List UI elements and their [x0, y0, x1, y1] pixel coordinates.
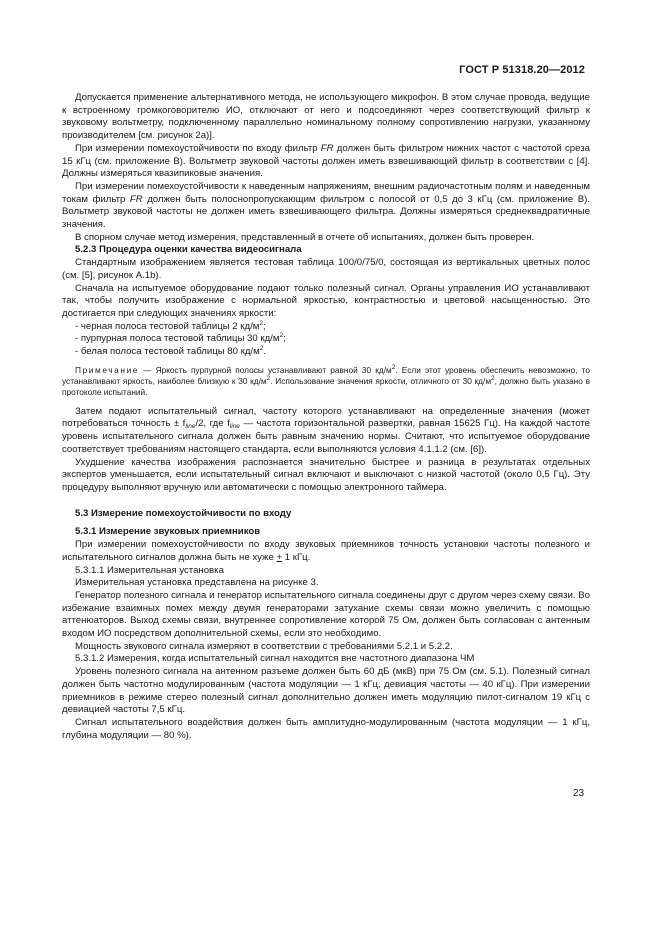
paragraph: Сигнал испытательного воздействия должен быть амплитудно-модулированным (частота модуляции — 1 кГц, глубина модуляции — 80 %).	[62, 716, 590, 741]
document-header-id: ГОСТ Р 51318.20—2012	[459, 64, 585, 76]
paragraph: Допускается применение альтернативного метода, не использующего микрофон. В этом случае провода, ведущие к встроенному громкоговорителю ИО, отключают от него и подсоединяют через соответствующий фильтр к звуковому вольтметру, подключенному параллельно номинальному полному сопротивлению нагрузки, указанному производителем [см. рисунок 2а)].	[62, 92, 590, 142]
section-heading-5-3: 5.3 Измерение помехоустойчивости по входу	[75, 507, 292, 519]
subsection-title: 5.3.1.2 Измерения, когда испытательный сигнал находится вне частотного диапазона ЧМ	[75, 653, 475, 665]
paragraph: В спорном случае метод измерения, представленный в отчете об испытаниях, должен быть проверен.	[75, 231, 535, 243]
paragraph: Стандартным изображением является тестовая таблица 100/0/75/0, состоящая из вертикальных цветных полос (см. [5], рисунок А.1b).	[62, 257, 590, 281]
paragraph: Генератор полезного сигнала и генератор испытательного сигнала соединены друг с другом через схему связи. Во избежание взаимных помех между двумя генераторами затухание схемы связи можно увеличить с помощью аттенюаторов. Выход схемы связи, внутреннее сопротивление которой 75 Ом, должен быть согласован с антенным входом ИО посредством дополнительной схемы, если это необходимо.	[62, 589, 590, 640]
page-body	[62, 92, 590, 742]
note-label: Примечание	[75, 364, 140, 375]
paragraph: Затем подают испытательный сигнал, частоту которого устанавливают на определенные значения (может потребоваться точность ± $f_{line}/2$, где $f_{line}$ — частота горизонтальной развертки, равная 15625 Гц). На каждой частоте уровень испытательного сигнала должен быть равным значению нормы. Считают, что испытуемое оборудование соответствует требованиям настоящего стандарта, если выполняются условия 4.1.1.2 (см. [6]).	[62, 405, 590, 455]
list-item: - черная полоса тестовой таблицы 2 $кд/м^2$;	[75, 319, 266, 332]
paragraph: Измерительная установка представлена на рисунке 3.	[75, 577, 319, 589]
section-heading-5-2-3: 5.2.3 Процедура оценки качества видеосигнала	[75, 244, 302, 256]
note: Примечание — Яркость пурпурной полосы устанавливают равной 30 $кд/м^2$. Если этот уровень обеспечить невозможно, то устанавливают яркость, наиболее близкую к 30 $кд/м^2$. Использование значения яркости, отличного от 30 $кд/м^2$, должно быть указано в протоколе испытаний.	[62, 363, 590, 397]
paragraph: При измерении помехоустойчивости по входу фильтр FR должен быть фильтром нижних частот с частотой среза 15 кГц (см. приложение В). Вольтметр звуковой частоты должен иметь взвешивающий фильтр в соответствии с [4]. Должны измеряться квазипиковые значения.	[62, 142, 590, 180]
section-heading-5-3-1: 5.3.1 Измерение звуковых приемников	[75, 526, 261, 538]
paragraph: Ухудшение качества изображения распознается значительно быстрее и разница в результатах отдельных экспертов уменьшается, если испытательный сигнал включают и выключают с низкой частотой (около 0,5 Гц). Эту процедуру выполняют вручную или автоматически с помощью электронного таймера.	[62, 456, 590, 493]
paragraph: Уровень полезного сигнала на антенном разъеме должен быть 60 дБ (мкВ) при 75 Ом (см. 5.1). Полезный сигнал должен быть частотно модулированным (частота модуляции — 1 кГц, девиация частоты — 40 кГц). При измерении приемников в режиме стерео полезный сигнал дополнительно должен иметь модуляцию пилот-сигналом 19 кГц с девиацией частоты 7,5 кГц.	[62, 666, 590, 716]
paragraph: Сначала на испытуемое оборудование подают только полезный сигнал. Органы управления ИО устанавливают так, чтобы получить изображение с нормальной яркостью, контрастностью и цветовой насыщенностью. Это достигается при следующих значениях яркости:	[62, 282, 590, 319]
subsection-title: 5.3.1.1 Измерительная установка	[75, 564, 224, 576]
list-item: - пурпурная полоса тестовой таблицы 30 $кд/м^2$;	[75, 332, 286, 345]
paragraph: Мощность звукового сигнала измеряют в соответствии с требованиями 5.2.1 и 5.2.2.	[75, 640, 453, 652]
paragraph: При измерении помехоустойчивости к наведенным напряжениям, внешним радиочастотным полям и наведенным токам фильтр FR должен быть полоснопропускающим фильтром с полосой от 0,5 до 3 кГц (см. приложение В). Вольтметр звуковой частоты не должен иметь взвешивающего фильтра. Должны измеряться среднеквадратичные значения.	[62, 180, 590, 231]
list-item: - белая полоса тестовой таблицы 80 $кд/м^2$.	[75, 345, 266, 358]
page-number: 23	[573, 788, 585, 799]
paragraph: При измерении помехоустойчивости по входу звуковых приемников точность установки частоты полезного и испытательного сигналов должна быть не хуже + 1 кГц.	[62, 539, 590, 563]
